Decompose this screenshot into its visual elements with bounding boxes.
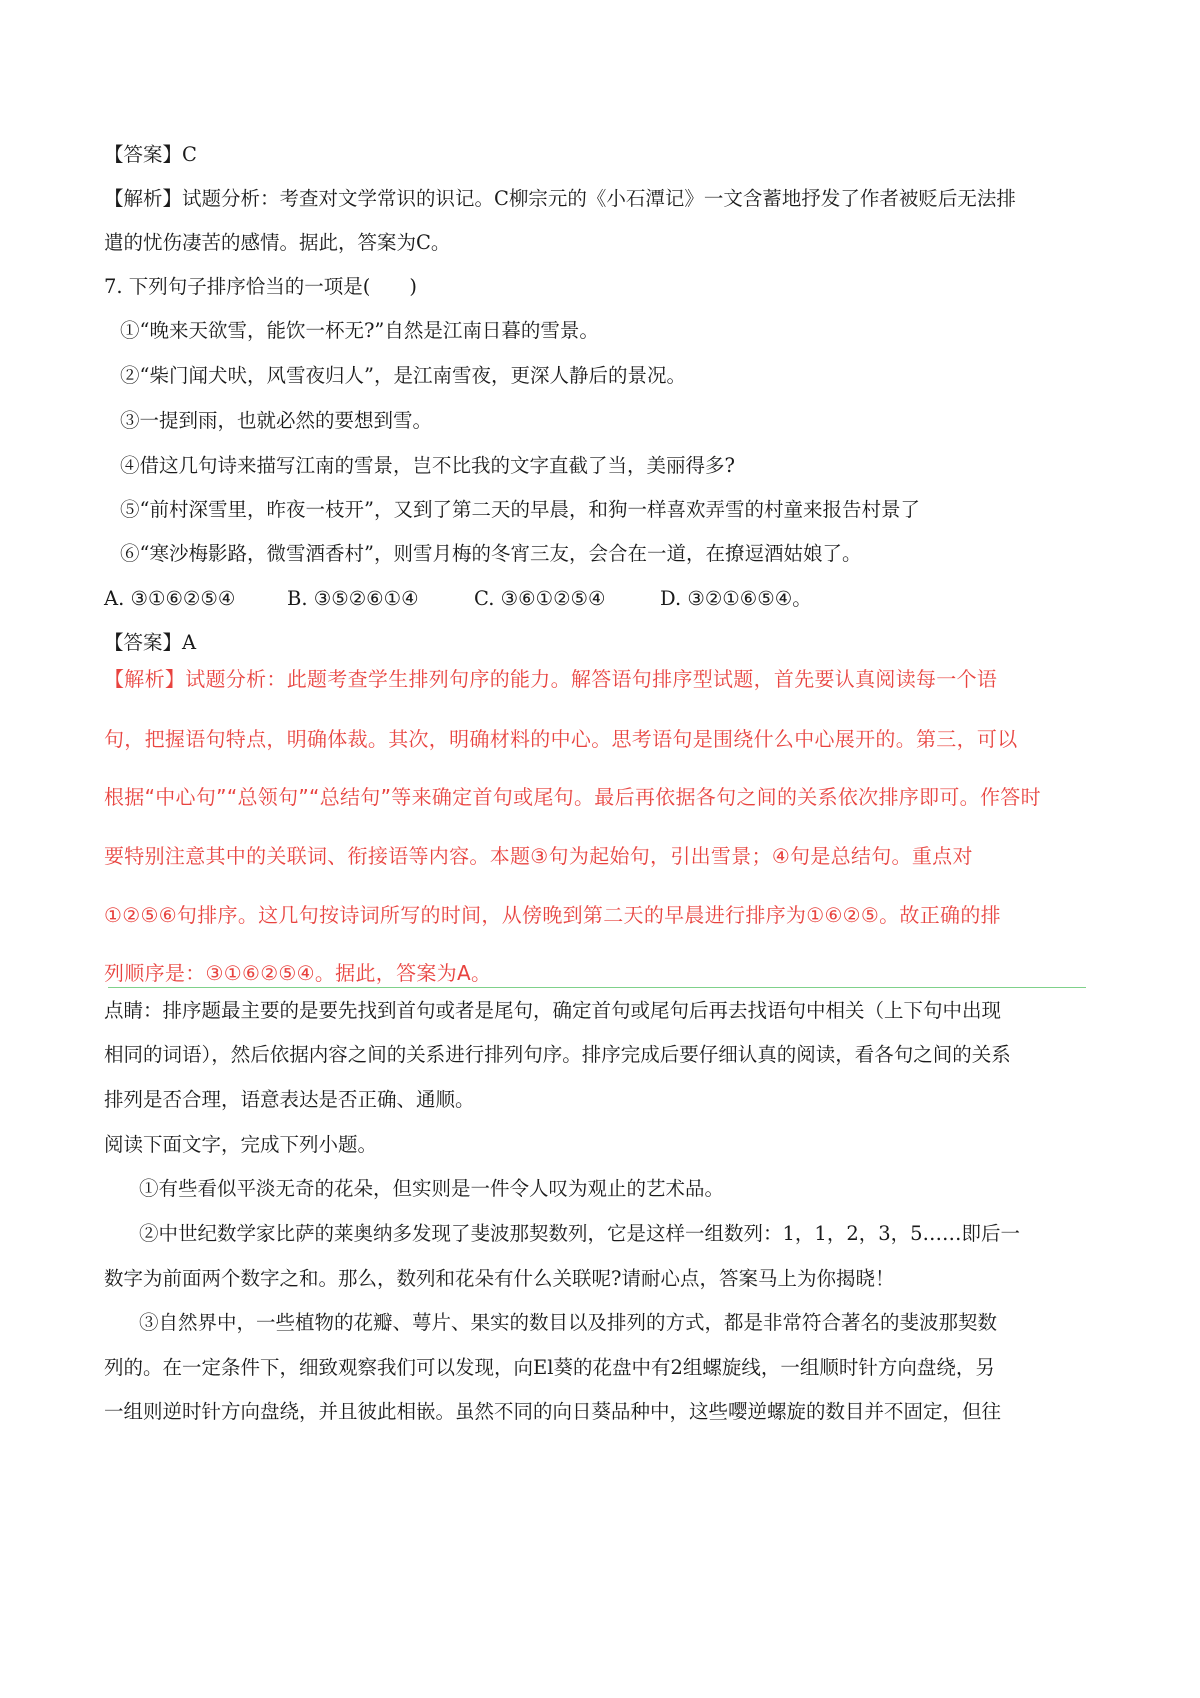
reading-para-3-line-1: ③自然界中，一些植物的花瓣、萼片、果实的数目以及排列的方式，都是非常符合著名的斐波那契数 <box>139 1311 998 1334</box>
q7-stem: 7. 下列句子排序恰当的一项是( ) <box>104 275 418 298</box>
q7-analysis-line-4: 要特别注意其中的关联词、衔接语等内容。本题③句为起始句，引出雪景；④句是总结句。重点对 <box>104 844 973 868</box>
q7-option-d: D. ③②①⑥⑤④。 <box>660 587 812 610</box>
q7-option-a: A. ③①⑥②⑤④ <box>104 587 236 610</box>
q7-analysis-line-5: ①②⑤⑥句排序。这几句按诗词所写的时间，从傍晚到第二天的早晨进行排序为①⑥②⑤。故正确的排 <box>104 903 1001 927</box>
q7-analysis-tag: 【解析】 <box>104 667 186 691</box>
q6-answer: 【答案】C <box>104 143 197 166</box>
q7-sentence-5: ⑤“前村深雪里，昨夜一枝开”，又到了第二天的早晨，和狗一样喜欢弄雪的村童来报告村景了 <box>120 498 920 521</box>
reading-intro: 阅读下面文字，完成下列小题。 <box>104 1133 378 1156</box>
q6-analysis-line-2: 遣的忧伤凄苦的感情。据此，答案为C。 <box>104 231 451 254</box>
q7-analysis-line-2: 句，把握语句特点，明确体裁。其次，明确材料的中心。思考语句是围绕什么中心展开的。第三，可以 <box>104 727 1018 751</box>
q7-sentence-2: ②“柴门闻犬吠，风雪夜归人”，是江南雪夜，更深人静后的景况。 <box>120 364 686 387</box>
q7-analysis-text-1: 试题分析：此题考查学生排列句序的能力。解答语句排序型试题，首先要认真阅读每一个语 <box>185 667 998 691</box>
green-divider <box>108 987 1086 988</box>
q7-analysis-line-3: 根据“中心句”“总领句”“总结句”等来确定首句或尾句。最后再依据各句之间的关系依次排序即可。作答时 <box>104 785 1041 809</box>
q6-analysis-line-1: 【解析】试题分析：考查对文学常识的识记。C柳宗元的《小石潭记》一文含蓄地抒发了作者被贬后无法排 <box>104 187 1016 210</box>
reading-para-3-line-2: 列的。在一定条件下，细致观察我们可以发现，向El葵的花盘中有2组螺旋线，一组顺时针方向盘绕，另 <box>104 1356 995 1379</box>
q7-sentence-3: ③一提到雨，也就必然的要想到雪。 <box>120 409 433 432</box>
reading-para-3-line-3: 一组则逆时针方向盘绕，并且彼此相嵌。虽然不同的向日葵品种中，这些嘤逆螺旋的数目并不固定，但往 <box>104 1400 1002 1423</box>
q7-option-b: B. ③⑤②⑥①④ <box>287 587 419 610</box>
reading-para-1: ①有些看似平淡无奇的花朵，但实则是一件令人叹为观止的艺术品。 <box>139 1177 725 1200</box>
reading-para-2-line-2: 数字为前面两个数字之和。那么，数列和花朵有什么关联呢?请耐心点，答案马上为你揭晓！ <box>104 1267 895 1290</box>
q7-options <box>104 586 812 612</box>
dianjing-line-3: 排列是否合理，语意表达是否正确、通顺。 <box>104 1088 475 1111</box>
q7-sentence-6: ⑥“寒沙梅影路，微雪酒香村”，则雪月梅的冬宵三友，会合在一道，在撩逗酒姑娘了。 <box>120 542 862 565</box>
reading-para-2-line-1: ②中世纪数学家比萨的莱奥纳多发现了斐波那契数列，它是这样一组数列：1，1，2，3，5……即后一 <box>139 1222 1021 1245</box>
q7-sentence-1: ①“晚来天欲雪，能饮一杯无?”自然是江南日暮的雪景。 <box>120 319 599 342</box>
q7-analysis-line-6: 列顺序是：③①⑥②⑤④。据此，答案为A。 <box>104 961 492 985</box>
q7-sentence-4: ④借这几句诗来描写江南的雪景，岂不比我的文字直截了当，美丽得多? <box>120 454 735 477</box>
q7-analysis-line-1 <box>104 666 997 692</box>
dianjing-line-1: 点睛：排序题最主要的是要先找到首句或者是尾句，确定首句或尾句后再去找语句中相关（上下句中出现 <box>104 999 1002 1022</box>
dianjing-line-2: 相同的词语），然后依据内容之间的关系进行排列句序。排序完成后要仔细认真的阅读，看各句之间的关系 <box>104 1043 1011 1066</box>
q7-answer: 【答案】A <box>104 631 197 654</box>
q7-option-c: C. ③⑥①②⑤④ <box>474 587 606 610</box>
